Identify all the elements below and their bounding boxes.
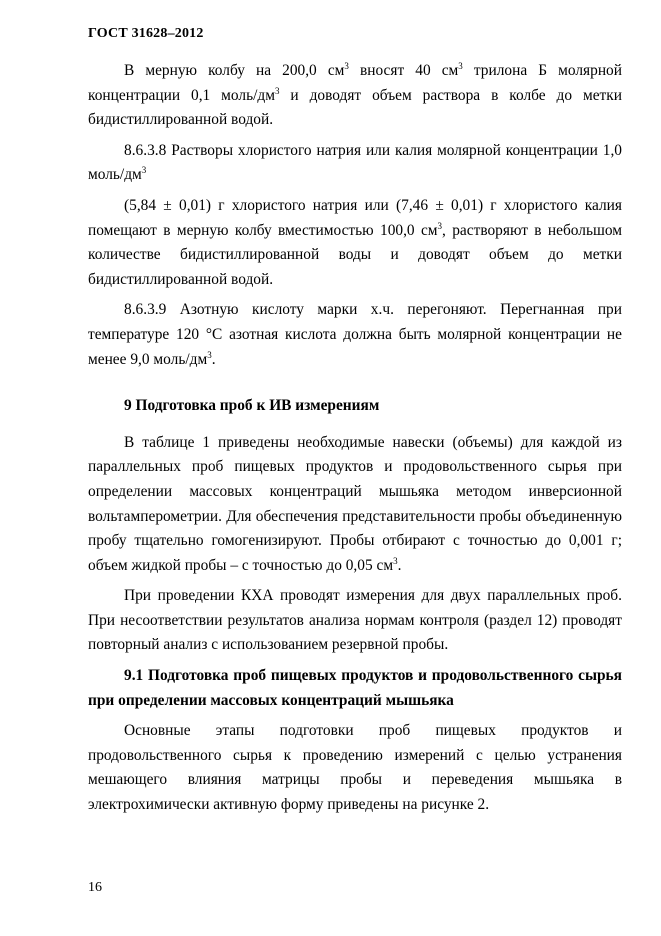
paragraph-sample-weights: В таблице 1 приведены необходимые навески (объемы) для каждой из параллельных проб пищевых продуктов и продовольственного сырья при определении массовых концентраций мышьяка методом инверсионной вольтамперометрии. Для обеспечения представительности пробы объединенную пробу тщательно гомогенизируют. Пробы отбирают с точностью до 0,001 г; объем жидкой пробы – с точностью до 0,05 $см^3$. [88,433,622,574]
section-9-1-heading: 9.1 Подготовка проб пищевых продуктов и продовольственного сырья при определении массовых концентраций мышьяка [88,667,622,709]
paragraph-trilon-solution: В мерную колбу на 200,0 $см^3$ вносят 40 $см^3$ трилона Б молярной концентрации 0,1 моль/$дм^3$ и доводят объем раствора в колбе до метки бидистиллированной водой. [88,61,622,129]
paragraph-preparation-steps: Основные этапы подготовки проб пищевых продуктов и продовольственного сырья к проведению измерений с целью устранения мешающего влияния матрицы пробы и переведения мышьяка в электрохимически активную форму приведены на рисунке 2. [88,722,622,814]
page-content [88,59,622,818]
paragraph-8-6-3-8: 8.6.3.8 Растворы хлористого натрия или калия молярной концентрации 1,0 моль/$дм^3$ [88,141,622,184]
page-number: 16 [88,880,102,895]
document-header: ГОСТ 31628–2012 [88,26,204,41]
section-9-heading: 9 Подготовка проб к ИВ измерениям [124,397,380,415]
paragraph-parallel-samples: При проведении КХА проводят измерения для двух параллельных проб. При несоответствии результатов анализа нормам контроля (раздел 12) проводят повторный анализ с использованием резервной пробы. [88,587,622,654]
paragraph-8-6-3-9: 8.6.3.9 Азотную кислоту марки х.ч. перегоняют. Перегнанная при температуре 120 °С азотная кислота должна быть молярной концентрации не менее 9,0 моль/$дм^3$. [88,301,622,368]
paragraph-chloride-solution: (5,84 ± 0,01) г хлористого натрия или (7,46 ± 0,01) г хлористого калия помещают в мерную колбу вместимостью 100,0 $см^3$, растворяют в небольшом количестве бидистиллированной воды и доводят объем до метки бидистиллированной водой. [88,196,622,288]
